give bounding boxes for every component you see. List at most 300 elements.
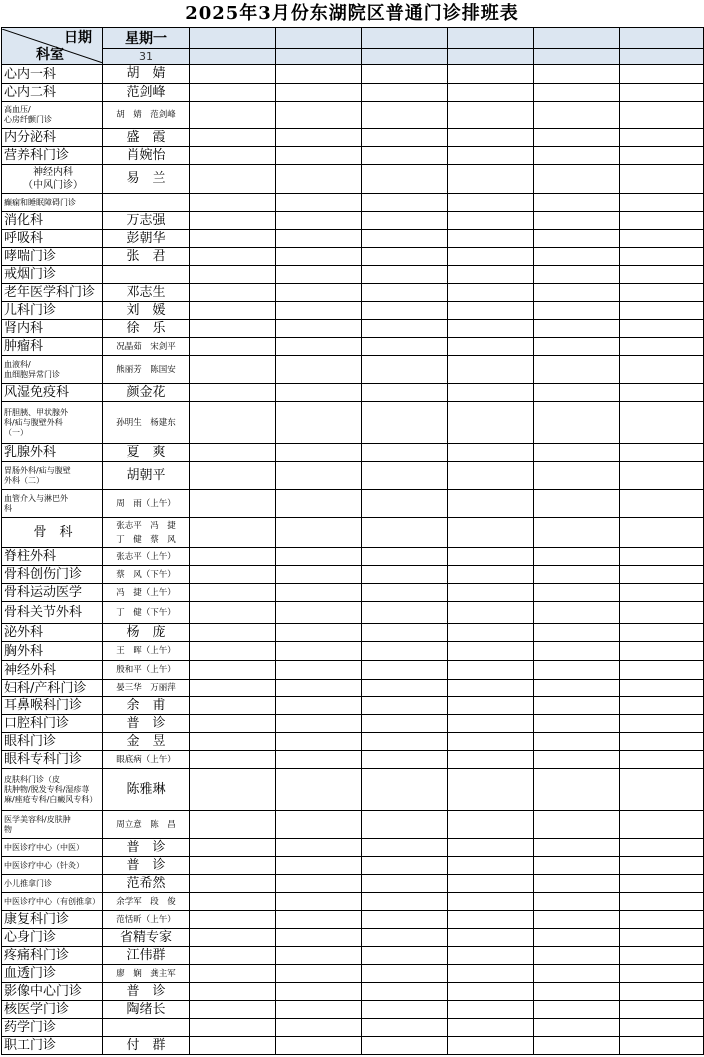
page-title: 2025年3月份东湖院区普通门诊排班表 [185, 3, 519, 24]
empty-schedule-cell [276, 733, 362, 751]
empty-schedule-cell [534, 566, 620, 584]
empty-schedule-cell [620, 624, 704, 642]
empty-schedule-cell [276, 715, 362, 733]
empty-schedule-cell [362, 1001, 448, 1019]
department-cell: 疼痛科门诊 [2, 947, 103, 965]
empty-schedule-cell [190, 165, 276, 194]
empty-schedule-cell [448, 624, 534, 642]
empty-schedule-cell [190, 839, 276, 857]
header-empty-cell [362, 28, 448, 49]
department-cell: 药学门诊 [2, 1019, 103, 1037]
empty-schedule-cell [190, 1037, 276, 1055]
empty-schedule-cell [448, 462, 534, 490]
empty-schedule-cell [448, 965, 534, 983]
empty-schedule-cell [276, 1037, 362, 1055]
empty-schedule-cell [190, 733, 276, 751]
empty-schedule-cell [190, 548, 276, 566]
empty-schedule-cell [620, 490, 704, 518]
empty-schedule-cell [448, 769, 534, 811]
empty-schedule-cell [448, 518, 534, 548]
doctor-cell: 陶绪长 [103, 1001, 190, 1019]
header-empty-cell [620, 49, 704, 65]
empty-schedule-cell [190, 911, 276, 929]
empty-schedule-cell [534, 230, 620, 248]
empty-schedule-cell [448, 230, 534, 248]
empty-schedule-cell [362, 947, 448, 965]
schedule-row [2, 624, 704, 642]
empty-schedule-cell [534, 518, 620, 548]
empty-schedule-cell [190, 84, 276, 102]
empty-schedule-cell [276, 212, 362, 230]
doctor-cell: 普 诊 [103, 983, 190, 1001]
empty-schedule-cell [620, 102, 704, 129]
empty-schedule-cell [276, 84, 362, 102]
empty-schedule-cell [534, 165, 620, 194]
empty-schedule-cell [448, 356, 534, 384]
empty-schedule-cell [276, 624, 362, 642]
department-cell: 神经外科 [2, 661, 103, 680]
department-cell: 胃肠外科/疝与腹壁 外科（二） [2, 462, 103, 490]
empty-schedule-cell [276, 356, 362, 384]
empty-schedule-cell [448, 857, 534, 875]
doctor-cell: 邓志生 [103, 284, 190, 302]
empty-schedule-cell [276, 947, 362, 965]
department-cell: 呼吸科 [2, 230, 103, 248]
empty-schedule-cell [620, 839, 704, 857]
schedule-row [2, 661, 704, 680]
empty-schedule-cell [448, 983, 534, 1001]
schedule-row [2, 490, 704, 518]
doctor-cell: 周 雨（上午） [103, 490, 190, 518]
department-cell: 骨科运动医学 [2, 584, 103, 602]
schedule-row [2, 266, 704, 284]
empty-schedule-cell [362, 402, 448, 444]
empty-schedule-cell [276, 548, 362, 566]
empty-schedule-cell [534, 929, 620, 947]
empty-schedule-cell [620, 65, 704, 84]
empty-schedule-cell [448, 893, 534, 911]
department-cell: 肾内科 [2, 320, 103, 338]
empty-schedule-cell [534, 65, 620, 84]
empty-schedule-cell [620, 769, 704, 811]
empty-schedule-cell [534, 147, 620, 165]
empty-schedule-cell [362, 356, 448, 384]
header-empty-cell [620, 28, 704, 49]
empty-schedule-cell [534, 751, 620, 769]
doctor-cell: 肖婉怡 [103, 147, 190, 165]
department-cell: 皮肤科门诊（皮 肤肿物/脱发专科/湿疹荨 麻/痤疮专科/白癜风专科） [2, 769, 103, 811]
empty-schedule-cell [448, 194, 534, 212]
empty-schedule-cell [620, 129, 704, 147]
schedule-row [2, 102, 704, 129]
department-cell: 骨科关节外科 [2, 602, 103, 624]
empty-schedule-cell [276, 384, 362, 402]
schedule-row [2, 1019, 704, 1037]
empty-schedule-cell [362, 518, 448, 548]
schedule-row [2, 875, 704, 893]
empty-schedule-cell [362, 302, 448, 320]
empty-schedule-cell [362, 84, 448, 102]
empty-schedule-cell [534, 212, 620, 230]
empty-schedule-cell [190, 602, 276, 624]
empty-schedule-cell [620, 338, 704, 356]
empty-schedule-cell [276, 584, 362, 602]
schedule-row [2, 1037, 704, 1055]
empty-schedule-cell [448, 811, 534, 839]
empty-schedule-cell [276, 751, 362, 769]
department-cell: 血管介入与淋巴外 科 [2, 490, 103, 518]
doctor-cell: 熊丽芳 陈国安 [103, 356, 190, 384]
schedule-row [2, 518, 704, 548]
header-row [2, 28, 704, 49]
empty-schedule-cell [190, 680, 276, 697]
empty-schedule-cell [620, 230, 704, 248]
empty-schedule-cell [276, 965, 362, 983]
empty-schedule-cell [534, 697, 620, 715]
date-number-row [2, 49, 704, 65]
schedule-row [2, 65, 704, 84]
doctor-cell: 范希然 [103, 875, 190, 893]
empty-schedule-cell [190, 248, 276, 266]
empty-schedule-cell [620, 661, 704, 680]
empty-schedule-cell [276, 320, 362, 338]
empty-schedule-cell [190, 147, 276, 165]
empty-schedule-cell [362, 715, 448, 733]
schedule-row [2, 929, 704, 947]
empty-schedule-cell [534, 769, 620, 811]
empty-schedule-cell [362, 857, 448, 875]
empty-schedule-cell [448, 212, 534, 230]
department-cell: 核医学门诊 [2, 1001, 103, 1019]
empty-schedule-cell [190, 947, 276, 965]
empty-schedule-cell [276, 65, 362, 84]
empty-schedule-cell [276, 194, 362, 212]
empty-schedule-cell [620, 462, 704, 490]
empty-schedule-cell [190, 384, 276, 402]
empty-schedule-cell [620, 965, 704, 983]
doctor-cell: 丁 健（下午） [103, 602, 190, 624]
empty-schedule-cell [534, 284, 620, 302]
empty-schedule-cell [276, 857, 362, 875]
department-cell: 胸外科 [2, 642, 103, 661]
empty-schedule-cell [620, 548, 704, 566]
header-empty-cell [534, 28, 620, 49]
empty-schedule-cell [534, 302, 620, 320]
schedule-row [2, 129, 704, 147]
empty-schedule-cell [190, 65, 276, 84]
empty-schedule-cell [190, 893, 276, 911]
empty-schedule-cell [534, 947, 620, 965]
empty-schedule-cell [534, 839, 620, 857]
schedule-row [2, 715, 704, 733]
empty-schedule-cell [190, 444, 276, 462]
empty-schedule-cell [448, 715, 534, 733]
empty-schedule-cell [448, 839, 534, 857]
empty-schedule-cell [276, 661, 362, 680]
empty-schedule-cell [620, 356, 704, 384]
doctor-cell: 省精专家 [103, 929, 190, 947]
department-cell: 营养科门诊 [2, 147, 103, 165]
schedule-row [2, 248, 704, 266]
schedule-row [2, 284, 704, 302]
empty-schedule-cell [448, 1019, 534, 1037]
empty-schedule-cell [362, 751, 448, 769]
empty-schedule-cell [276, 839, 362, 857]
empty-schedule-cell [362, 680, 448, 697]
empty-schedule-cell [620, 384, 704, 402]
empty-schedule-cell [362, 839, 448, 857]
empty-schedule-cell [620, 248, 704, 266]
empty-schedule-cell [448, 338, 534, 356]
empty-schedule-cell [620, 284, 704, 302]
schedule-row [2, 947, 704, 965]
schedule-row [2, 230, 704, 248]
empty-schedule-cell [362, 875, 448, 893]
empty-schedule-cell [276, 811, 362, 839]
empty-schedule-cell [620, 402, 704, 444]
empty-schedule-cell [190, 230, 276, 248]
schedule-row [2, 338, 704, 356]
empty-schedule-cell [448, 875, 534, 893]
department-cell: 癫痫和睡眠障碍门诊 [2, 194, 103, 212]
schedule-row [2, 444, 704, 462]
empty-schedule-cell [620, 84, 704, 102]
department-cell: 血透门诊 [2, 965, 103, 983]
doctor-cell: 颜金花 [103, 384, 190, 402]
department-cell: 中医诊疗中心（中医） [2, 839, 103, 857]
empty-schedule-cell [534, 733, 620, 751]
empty-schedule-cell [448, 384, 534, 402]
empty-schedule-cell [448, 490, 534, 518]
header-empty-cell [534, 49, 620, 65]
empty-schedule-cell [190, 490, 276, 518]
empty-schedule-cell [620, 697, 704, 715]
empty-schedule-cell [362, 584, 448, 602]
empty-schedule-cell [190, 302, 276, 320]
empty-schedule-cell [534, 338, 620, 356]
empty-schedule-cell [276, 697, 362, 715]
doctor-cell: 胡朝平 [103, 462, 190, 490]
doctor-cell: 孙明生 杨建东 [103, 402, 190, 444]
empty-schedule-cell [620, 1001, 704, 1019]
empty-schedule-cell [620, 165, 704, 194]
doctor-cell: 廖 娴 龚主军 [103, 965, 190, 983]
empty-schedule-cell [190, 624, 276, 642]
schedule-row [2, 212, 704, 230]
empty-schedule-cell [276, 165, 362, 194]
empty-schedule-cell [276, 230, 362, 248]
department-cell: 儿科门诊 [2, 302, 103, 320]
header-empty-cell [190, 28, 276, 49]
schedule-row [2, 642, 704, 661]
doctor-cell: 张 君 [103, 248, 190, 266]
department-cell: 中医诊疗中心（针灸） [2, 857, 103, 875]
department-cell: 中医诊疗中心（有创推拿） [2, 893, 103, 911]
empty-schedule-cell [276, 284, 362, 302]
empty-schedule-cell [534, 661, 620, 680]
schedule-row [2, 194, 704, 212]
doctor-cell: 易 兰 [103, 165, 190, 194]
empty-schedule-cell [448, 129, 534, 147]
empty-schedule-cell [276, 602, 362, 624]
department-cell: 妇科/产科门诊 [2, 680, 103, 697]
department-cell: 肿瘤科 [2, 338, 103, 356]
empty-schedule-cell [534, 624, 620, 642]
empty-schedule-cell [534, 84, 620, 102]
empty-schedule-cell [620, 929, 704, 947]
empty-schedule-cell [620, 1037, 704, 1055]
empty-schedule-cell [276, 266, 362, 284]
department-cell: 骨 科 [2, 518, 103, 548]
schedule-row [2, 769, 704, 811]
doctor-cell [103, 194, 190, 212]
department-cell: 哮喘门诊 [2, 248, 103, 266]
empty-schedule-cell [534, 320, 620, 338]
empty-schedule-cell [276, 566, 362, 584]
schedule-row [2, 697, 704, 715]
empty-schedule-cell [190, 811, 276, 839]
empty-schedule-cell [190, 965, 276, 983]
doctor-cell: 殷和平（上午） [103, 661, 190, 680]
empty-schedule-cell [534, 1037, 620, 1055]
empty-schedule-cell [190, 194, 276, 212]
empty-schedule-cell [362, 697, 448, 715]
empty-schedule-cell [190, 769, 276, 811]
doctor-cell: 胡 婧 范剑峰 [103, 102, 190, 129]
empty-schedule-cell [362, 811, 448, 839]
weekday-cell: 星期一 [103, 28, 190, 49]
schedule-row [2, 602, 704, 624]
schedule-row [2, 147, 704, 165]
empty-schedule-cell [534, 102, 620, 129]
empty-schedule-cell [362, 929, 448, 947]
department-cell: 消化科 [2, 212, 103, 230]
schedule-row [2, 857, 704, 875]
empty-schedule-cell [534, 194, 620, 212]
empty-schedule-cell [534, 1019, 620, 1037]
empty-schedule-cell [362, 642, 448, 661]
empty-schedule-cell [620, 147, 704, 165]
empty-schedule-cell [276, 147, 362, 165]
empty-schedule-cell [448, 929, 534, 947]
empty-schedule-cell [620, 875, 704, 893]
empty-schedule-cell [362, 911, 448, 929]
empty-schedule-cell [362, 490, 448, 518]
empty-schedule-cell [276, 1019, 362, 1037]
department-cell: 职工门诊 [2, 1037, 103, 1055]
department-cell: 神经内科 （中风门诊） [2, 165, 103, 194]
doctor-cell: 徐 乐 [103, 320, 190, 338]
empty-schedule-cell [534, 384, 620, 402]
schedule-row [2, 548, 704, 566]
doctor-cell: 盛 霞 [103, 129, 190, 147]
empty-schedule-cell [362, 893, 448, 911]
empty-schedule-cell [620, 983, 704, 1001]
empty-schedule-cell [448, 566, 534, 584]
empty-schedule-cell [362, 284, 448, 302]
empty-schedule-cell [448, 751, 534, 769]
empty-schedule-cell [620, 320, 704, 338]
empty-schedule-cell [534, 983, 620, 1001]
header-empty-cell [362, 49, 448, 65]
empty-schedule-cell [534, 875, 620, 893]
empty-schedule-cell [276, 402, 362, 444]
empty-schedule-cell [534, 402, 620, 444]
empty-schedule-cell [620, 751, 704, 769]
empty-schedule-cell [362, 1037, 448, 1055]
empty-schedule-cell [362, 733, 448, 751]
empty-schedule-cell [362, 320, 448, 338]
empty-schedule-cell [620, 518, 704, 548]
department-cell: 影像中心门诊 [2, 983, 103, 1001]
empty-schedule-cell [190, 356, 276, 384]
empty-schedule-cell [448, 84, 534, 102]
empty-schedule-cell [362, 661, 448, 680]
empty-schedule-cell [620, 266, 704, 284]
empty-schedule-cell [534, 680, 620, 697]
department-cell: 小儿推拿门诊 [2, 875, 103, 893]
doctor-cell: 普 诊 [103, 857, 190, 875]
empty-schedule-cell [448, 147, 534, 165]
department-cell: 耳鼻喉科门诊 [2, 697, 103, 715]
empty-schedule-cell [362, 624, 448, 642]
empty-schedule-cell [534, 911, 620, 929]
doctor-cell: 眼底病（上午） [103, 751, 190, 769]
empty-schedule-cell [448, 947, 534, 965]
empty-schedule-cell [362, 266, 448, 284]
doctor-cell: 张志平（上午） [103, 548, 190, 566]
department-cell: 风湿免疫科 [2, 384, 103, 402]
department-cell: 泌外科 [2, 624, 103, 642]
doctor-cell [103, 266, 190, 284]
empty-schedule-cell [362, 212, 448, 230]
schedule-row [2, 384, 704, 402]
empty-schedule-cell [362, 194, 448, 212]
schedule-row [2, 566, 704, 584]
empty-schedule-cell [190, 584, 276, 602]
empty-schedule-cell [276, 302, 362, 320]
empty-schedule-cell [190, 751, 276, 769]
empty-schedule-cell [276, 518, 362, 548]
empty-schedule-cell [534, 462, 620, 490]
empty-schedule-cell [190, 857, 276, 875]
schedule-row [2, 356, 704, 384]
doctor-cell: 付 群 [103, 1037, 190, 1055]
empty-schedule-cell [362, 769, 448, 811]
empty-schedule-cell [190, 1019, 276, 1037]
header-empty-cell [276, 49, 362, 65]
schedule-row [2, 893, 704, 911]
empty-schedule-cell [534, 602, 620, 624]
empty-schedule-cell [534, 1001, 620, 1019]
empty-schedule-cell [534, 444, 620, 462]
empty-schedule-cell [620, 194, 704, 212]
empty-schedule-cell [620, 715, 704, 733]
empty-schedule-cell [362, 566, 448, 584]
schedule-row [2, 302, 704, 320]
empty-schedule-cell [362, 147, 448, 165]
empty-schedule-cell [276, 983, 362, 1001]
empty-schedule-cell [362, 230, 448, 248]
empty-schedule-cell [362, 444, 448, 462]
dept-label: 科室 [36, 47, 64, 63]
empty-schedule-cell [620, 680, 704, 697]
department-cell: 肝胆胰、甲状腺外 科/疝与腹壁外科 （一） [2, 402, 103, 444]
empty-schedule-cell [276, 490, 362, 518]
empty-schedule-cell [276, 642, 362, 661]
empty-schedule-cell [448, 1001, 534, 1019]
empty-schedule-cell [276, 769, 362, 811]
